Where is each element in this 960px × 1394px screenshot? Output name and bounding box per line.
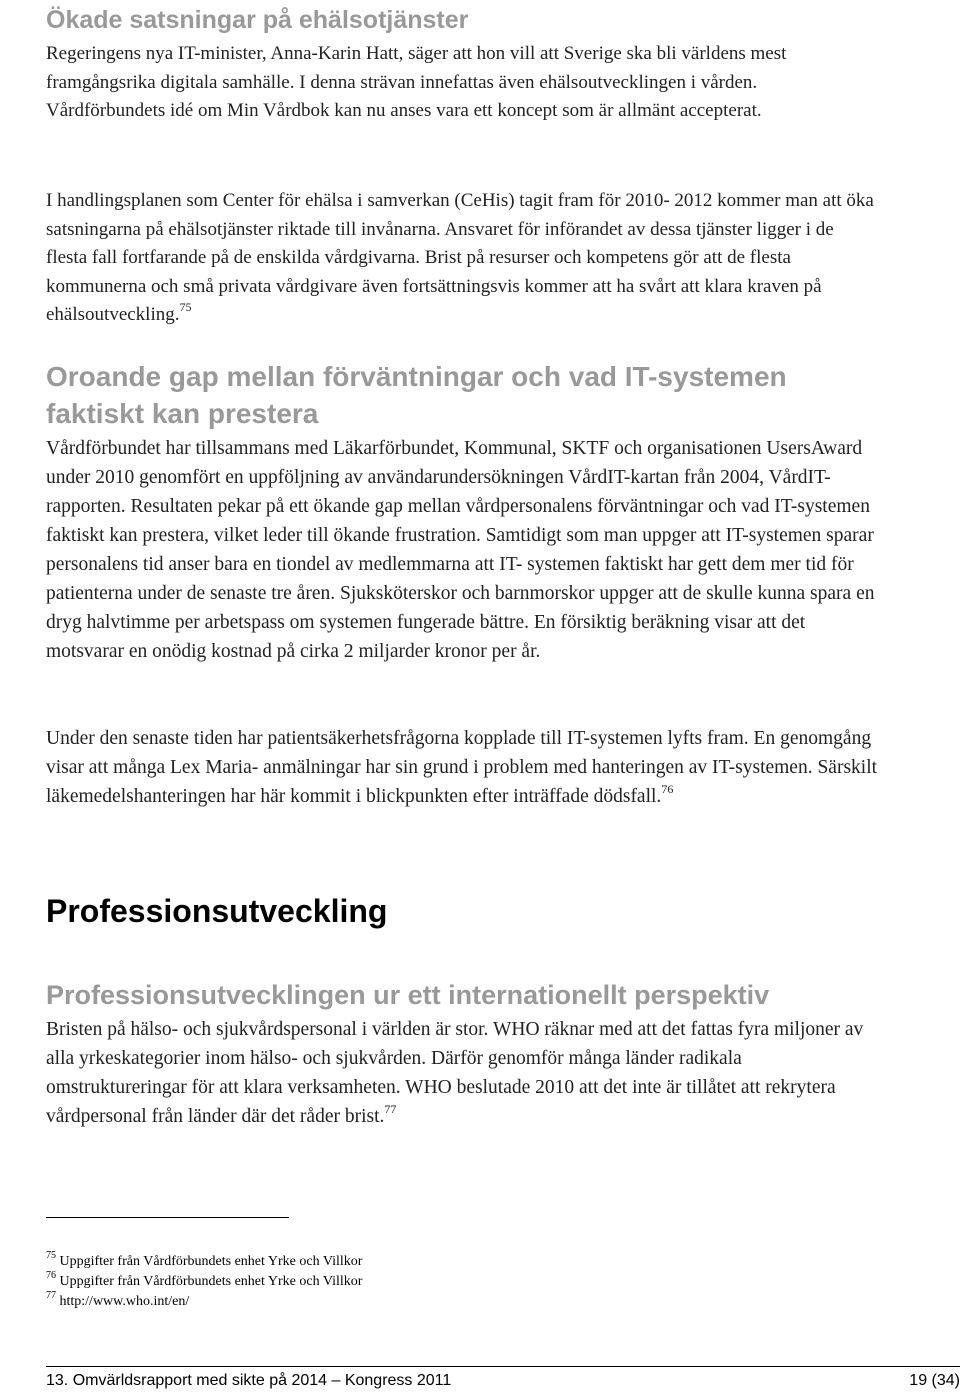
section-heading-gap: Oroande gap mellan förväntningar och vad IT-systemen faktiskt kan prestera [46,361,787,429]
paragraph-gap-2 [46,724,881,811]
footnote-75 [46,1252,646,1272]
footnote-76 [46,1272,646,1292]
footnote-ref-75: 75 [179,299,192,314]
footer-document-title: 13. Omvärldsrapport med sikte på 2014 – Kongress 2011 [46,1372,452,1389]
footnote-separator [46,1217,289,1218]
section-heading-international: Professionsutvecklingen ur ett internationellt perspektiv [46,980,770,1010]
footnote-ref-76: 76 [661,781,674,796]
paragraph-ehealth-2 [46,187,876,330]
footnote-77 [46,1292,646,1312]
footnote-number: 75 [46,1250,56,1262]
footnotes [46,1252,646,1312]
paragraph-text: I handlingsplanen som Center för ehälsa i samverkan (CeHis) tagit fram för 2010- 2012 kommer man att öka satsningarna på ehälsotjänster riktade till invånarna. Ansvaret för införandet av dessa tjänster ligger i de flesta fall fortfarande på de enskilda vårdgivarna. Brist på resurser och kompetens gör att de flesta kommunerna och små privata vårdgivare även fortsättningsvis kommer att ha svårt att klara kraven på ehälsoutveckling. [46,190,874,325]
paragraph-international-1 [46,1015,881,1131]
page-footer [46,1371,960,1391]
page-number: 19 (34) [909,1372,960,1389]
footnote-url[interactable]: http://www.who.int/en/ [59,1294,190,1309]
footnote-text: Uppgifter från Vårdförbundets enhet Yrke och Villkor [59,1274,363,1289]
footnote-number: 76 [46,1270,56,1282]
footnote-ref-77: 77 [384,1101,397,1116]
paragraph-text: Bristen på hälso- och sjukvårdspersonal i världen är stor. WHO räknar med att det fattas fyra miljoner av alla yrkeskategorier inom hälso- och sjukvården. Därför genomför många länder radikala omstruktureringar för att klara verksamheten. WHO beslutade 2010 att det inte är tillåtet att rekrytera vårdpersonal från länder där det råder brist. [46,1019,864,1127]
section-heading-ehealth: Ökade satsningar på ehälsotjänster [46,6,469,34]
document-page [46,0,960,1394]
footnote-number: 77 [46,1290,56,1302]
footer-rule [46,1366,960,1367]
paragraph-ehealth-1: Regeringens nya IT-minister, Anna-Karin Hatt, säger att hon vill att Sverige ska bli världens mest framgångsrika digitala samhälle. I denna strävan innefattas även ehälsoutvecklingen i vården. Vårdförbundets idé om Min Vårdbok kan nu anses vara ett koncept som är allmänt accepterat. [46,43,787,121]
chapter-heading-professionsutveckling: Professionsutveckling [46,893,388,929]
paragraph-text: Under den senaste tiden har patientsäkerhetsfrågorna kopplade till IT-systemen lyfts fram. En genomgång visar att många Lex Maria- anmälningar har sin grund i problem med hanteringen av IT-systemen. Särskilt läkemedelshanteringen har här kommit i blickpunkten efter inträffade dödsfall. [46,728,878,807]
footnote-text: Uppgifter från Vårdförbundets enhet Yrke och Villkor [59,1254,363,1269]
paragraph-gap-1: Vårdförbundet har tillsammans med Läkarförbundet, Kommunal, SKTF och organisationen UsersAward under 2010 genomfört en uppföljning av användarundersökningen VårdIT-kartan från 2004, VårdIT-rapporten. Resultaten pekar på ett ökande gap mellan vårdpersonalens förväntningar och vad IT-systemen faktiskt kan prestera, vilket leder till ökande frustration. Samtidigt som man uppger att IT-systemen sparar personalens tid anser bara en tiondel av medlemmarna att IT- systemen faktiskt har gett dem mer tid för patienterna under de senaste tre åren. Sjuksköterskor och barnmorskor uppger att de skulle kunna spara en dryg halvtimme per arbetspass om systemen fungerade bättre. En försiktig beräkning visar att det motsvarar en onödig kostnad på cirka 2 miljarder kronor per år. [46,438,875,662]
